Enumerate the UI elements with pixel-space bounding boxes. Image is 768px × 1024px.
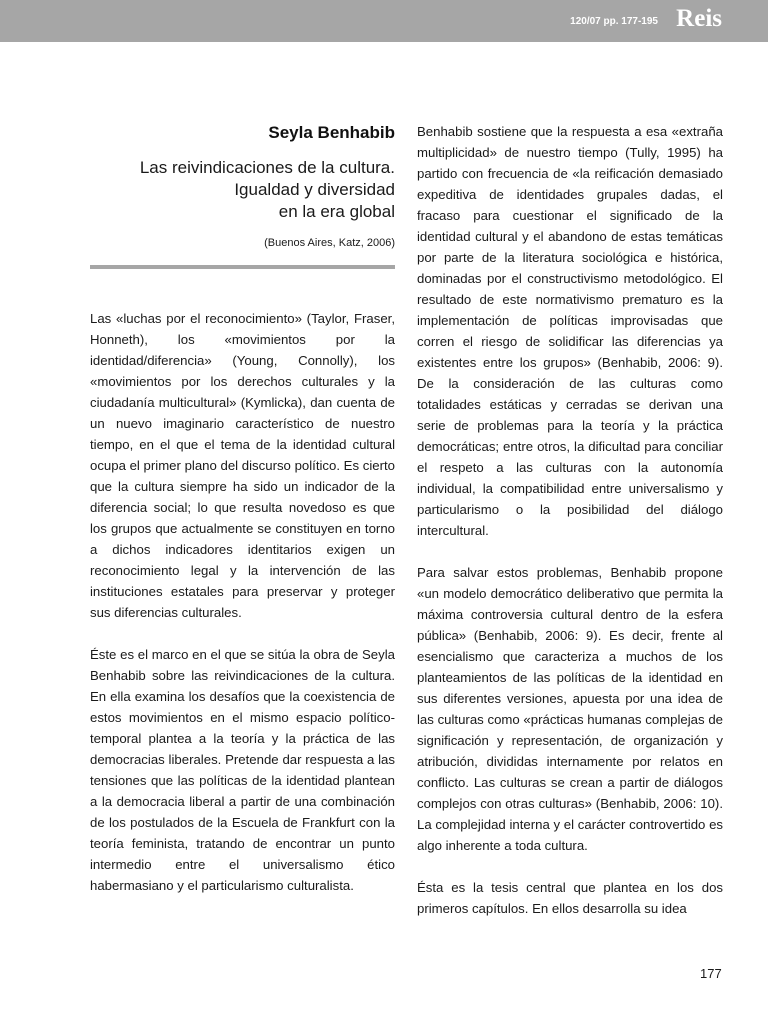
paragraph: Benhabib sostiene que la respuesta a esa «extraña multiplicidad» de nuestro tiempo (Tully, 1995) ha partido con frecuencia de «la reificación demasiado expeditiva de identidades grupales dadas, el fracaso para cuestionar el significado de la identidad cultural y el abandono de estas temáticas por parte de la literatura sociológica e histórica, dominadas por el constructivismo metodológico. El resultado de este normativismo prematuro es la implementación de políticas improvisadas que corren el riesgo de solidificar las diferencias ya existentes entre los grupos» (Benhabib, 2006: 9). De la consideración de las culturas como totalidades estáticas y cerradas se derivan una serie de problemas para la teoría y la práctica democráticas; entre otros, la dificultad para conciliar el respeto a las culturas con la autonomía individual, la compatibilidad entre universalismo y particularismo o la posibilidad del diálogo intercultural. bbox=[417, 124, 723, 538]
paragraph: Las «luchas por el reconocimiento» (Taylor, Fraser, Honneth), los «movimientos por la identidad/diferencia» (Young, Connolly), los «movimientos por los derechos culturales y la ciudadanía multicultural» (Kymlicka), dan cuenta de un nuevo imaginario característico de nuestro tiempo, en el que el tema de la identidad cultural ocupa el primer plano del discurso político. Es cierto que la cultura siempre ha sido un indicador de la diferencia social; lo que resulta novedoso es que los grupos que actualmente se constituyen en torno a dichos indicadores identitarios exigen un reconocimiento legal y la intervención de las instituciones estatales para preservar y proteger sus diferencias culturales. bbox=[90, 311, 395, 620]
journal-header-bar bbox=[0, 0, 768, 42]
journal-name: Reis bbox=[676, 5, 722, 32]
review-heading bbox=[90, 120, 395, 269]
book-author: Seyla Benhabib bbox=[268, 123, 395, 142]
book-title bbox=[90, 157, 395, 223]
paragraph: Éste es el marco en el que se sitúa la obra de Seyla Benhabib sobre las reivindicaciones de la cultura. En ella examina los desafíos que la coexistencia de estos movimientos en el mismo espacio político-temporal plantea a la teoría y la práctica de las democracias liberales. Pretende dar respuesta a las tensiones que las políticas de la identidad plantean a la democracia liberal a partir de una combinación de los postulados de la Escuela de Frankfurt con la teoría feminista, tratando de encontrar un punto intermedio entre el universalismo ético habermasiano y el particularismo culturalista. bbox=[90, 647, 395, 893]
issue-pages: 120/07 pp. 177-195 bbox=[570, 16, 658, 27]
heading-divider bbox=[90, 265, 395, 269]
paragraph: Para salvar estos problemas, Benhabib propone «un modelo democrático deliberativo que permita la máxima controversia cultural dentro de la esfera pública» (Benhabib, 2006: 9). Es decir, frente al esencialismo que caracteriza a muchos de los planteamientos de las políticas de la identidad en sus diferentes versiones, apuesta por una idea de las culturas como «prácticas humanas complejas de significación y representación, de organización y atribución, divididas internamente por relatos en conflicto. Las culturas se crean a partir de diálogos complejos con otras culturas» (Benhabib, 2006: 10). La complejidad interna y el carácter controvertido es algo inherente a toda cultura. bbox=[417, 565, 723, 853]
book-title-line: en la era global bbox=[278, 202, 395, 221]
page-number: 177 bbox=[700, 966, 722, 981]
book-title-line: Las reivindicaciones de la cultura. bbox=[139, 158, 395, 177]
publication-info: (Buenos Aires, Katz, 2006) bbox=[264, 237, 395, 249]
book-title-line: Igualdad y diversidad bbox=[234, 180, 395, 199]
right-column-text bbox=[417, 121, 723, 919]
left-column-text bbox=[90, 308, 395, 896]
paragraph: Ésta es la tesis central que plantea en los dos primeros capítulos. En ellos desarrolla su idea bbox=[417, 880, 723, 916]
